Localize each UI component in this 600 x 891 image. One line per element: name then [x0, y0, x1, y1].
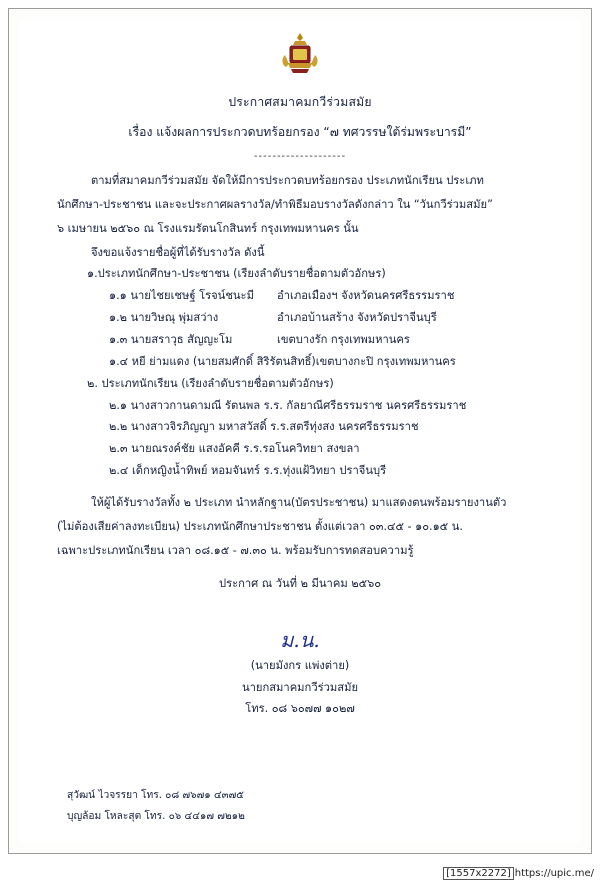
list-item — [109, 285, 543, 307]
winner-place: เขตบางกะปิ กรุงเทพมหานคร — [315, 354, 456, 368]
section-1-heading: ๑.ประเภทนักศึกษา-ประชาชน (เรียงลำดับรายชื่อตามตัวอักษร) — [87, 267, 386, 281]
winner-place: เขตบางรัก กรุงเทพมหานคร — [277, 332, 410, 346]
watermark — [443, 868, 594, 879]
contact-line-1: สุวัฒน์ ไวจรรยา โทร. ๐๘ ๗๖๗๑ ๔๓๗๕ — [67, 790, 245, 802]
list-item: ๒.๑ นางสาวกานดามณี รัตนพล ร.ร. กัลยาณีศรีธรรมราช นครศรีธรรมราช — [109, 398, 467, 412]
title-divider: -------------------- — [253, 150, 347, 162]
paragraph-1-line-1: ตามที่สมาคมกวีร่วมสมัย จัดให้มีการประกวดบทร้อยกรอง ประเภทนักเรียน ประเภท — [91, 174, 484, 188]
signer-name: (นายมังกร แพ่งต่าย) — [250, 659, 350, 673]
watermark-dimensions: [1557x2272] — [443, 867, 514, 880]
thai-royal-emblem-icon — [19, 19, 581, 81]
winner-place: อำเภอบ้านสร้าง จังหวัดปราจีนบุรี — [277, 311, 437, 325]
list-item — [109, 329, 543, 351]
list-item — [109, 351, 543, 373]
document-inner-frame — [19, 19, 581, 843]
winner-name: ๑.๔ หยี ย่ามแดง (นายสมศักดิ์ สิริรัตนสิทธิ์) — [109, 354, 316, 368]
list-item: ๒.๔ เด็กหญิงน้ำทิพย์ หอมจันทร์ ร.ร.ทุ่งแฝ้วิทยา ปราจีนบุรี — [109, 464, 387, 478]
list-item: ๒.๒ นางสาวจิรภิญญา มหาสวัสดิ์ ร.ร.สตรีทุ่งสง นครศรีธรรมราช — [109, 420, 419, 434]
paragraph-1-line-2: นักศึกษา-ประชาชน และจะประกาศผลรางวัล/ทำพิธีมอบรางวัลดังกล่าว ใน “วันกวีร่วมสมัย” — [57, 197, 493, 211]
closing-line-1: ให้ผู้ได้รับรางวัลทั้ง ๒ ประเภท นำหลักฐาน(บัตรประชาชน) มาแสดงตนพร้อมรายงานตัว — [91, 495, 507, 509]
signer-title: นายกสมาคมกวีร่วมสมัย — [241, 680, 359, 694]
watermark-source: https://upic.me/ — [514, 868, 594, 879]
winner-name: ๑.๓ นายสราวุธ สัญญะโม — [109, 332, 233, 346]
document-page — [8, 8, 592, 854]
document-title-line-1: ประกาศสมาคมกวีร่วมสมัย — [228, 95, 372, 109]
closing-line-2: (ไม่ต้องเสียค่าลงทะเบียน) ประเภทนักศึกษาประชาชน ตั้งแต่เวลา ๐๓.๔๕ - ๑๐.๑๕ น. — [57, 519, 463, 533]
winner-name: ๑.๒ นายวิษณุ พุ่มสว่าง — [109, 311, 219, 325]
list-item: ๒.๓ นายณรงค์ชัย แสงอัคคี ร.ร.รอโนควิทยา สงขลา — [109, 442, 360, 456]
paragraph-2: จึงขอแจ้งรายชื่อผู้ที่ได้รับรางวัล ดังนี้ — [91, 245, 265, 259]
winner-place: อำเภอเมืองฯ จังหวัดนครศรีธรรมราช — [277, 289, 455, 303]
list-item — [109, 307, 543, 329]
winner-name: ๑.๑ นายไชยเชษฐ์ โรจน์ชนะมี — [109, 289, 254, 303]
section-2-heading: ๒. ประเภทนักเรียน (เรียงลำดับรายชื่อตามตัวอักษร) — [87, 376, 334, 390]
closing-line-3: เฉพาะประเภทนักเรียน เวลา ๐๘.๑๕ - ๗.๓๐ น. พร้อมรับการทดสอบความรู้ — [57, 543, 414, 557]
paragraph-1-line-3: ๖ เมษายน ๒๕๖๐ ณ โรงแรมรัตนโกสินทร์ กรุงเทพมหานคร นั้น — [57, 221, 359, 235]
document-title-line-2: เรื่อง แจ้งผลการประกวดบทร้อยกรอง “๗ ทศวรรษใต้ร่มพระบารมี” — [128, 124, 472, 139]
contact-line-2: บุญล้อม โหละสุต โทร. ๐๖ ๔๔๑๗ ๗๒๑๒ — [67, 810, 245, 822]
announcement-date: ประกาศ ณ วันที่ ๒ มีนาคม ๒๕๖๐ — [218, 577, 382, 591]
contact-footer — [67, 786, 245, 827]
signer-phone: โทร. ๐๘ ๖๐๗๗ ๑๐๒๗ — [245, 701, 355, 715]
signature-block — [57, 621, 543, 719]
document-body — [19, 81, 581, 719]
handwritten-signature: ม.น. — [280, 628, 320, 653]
